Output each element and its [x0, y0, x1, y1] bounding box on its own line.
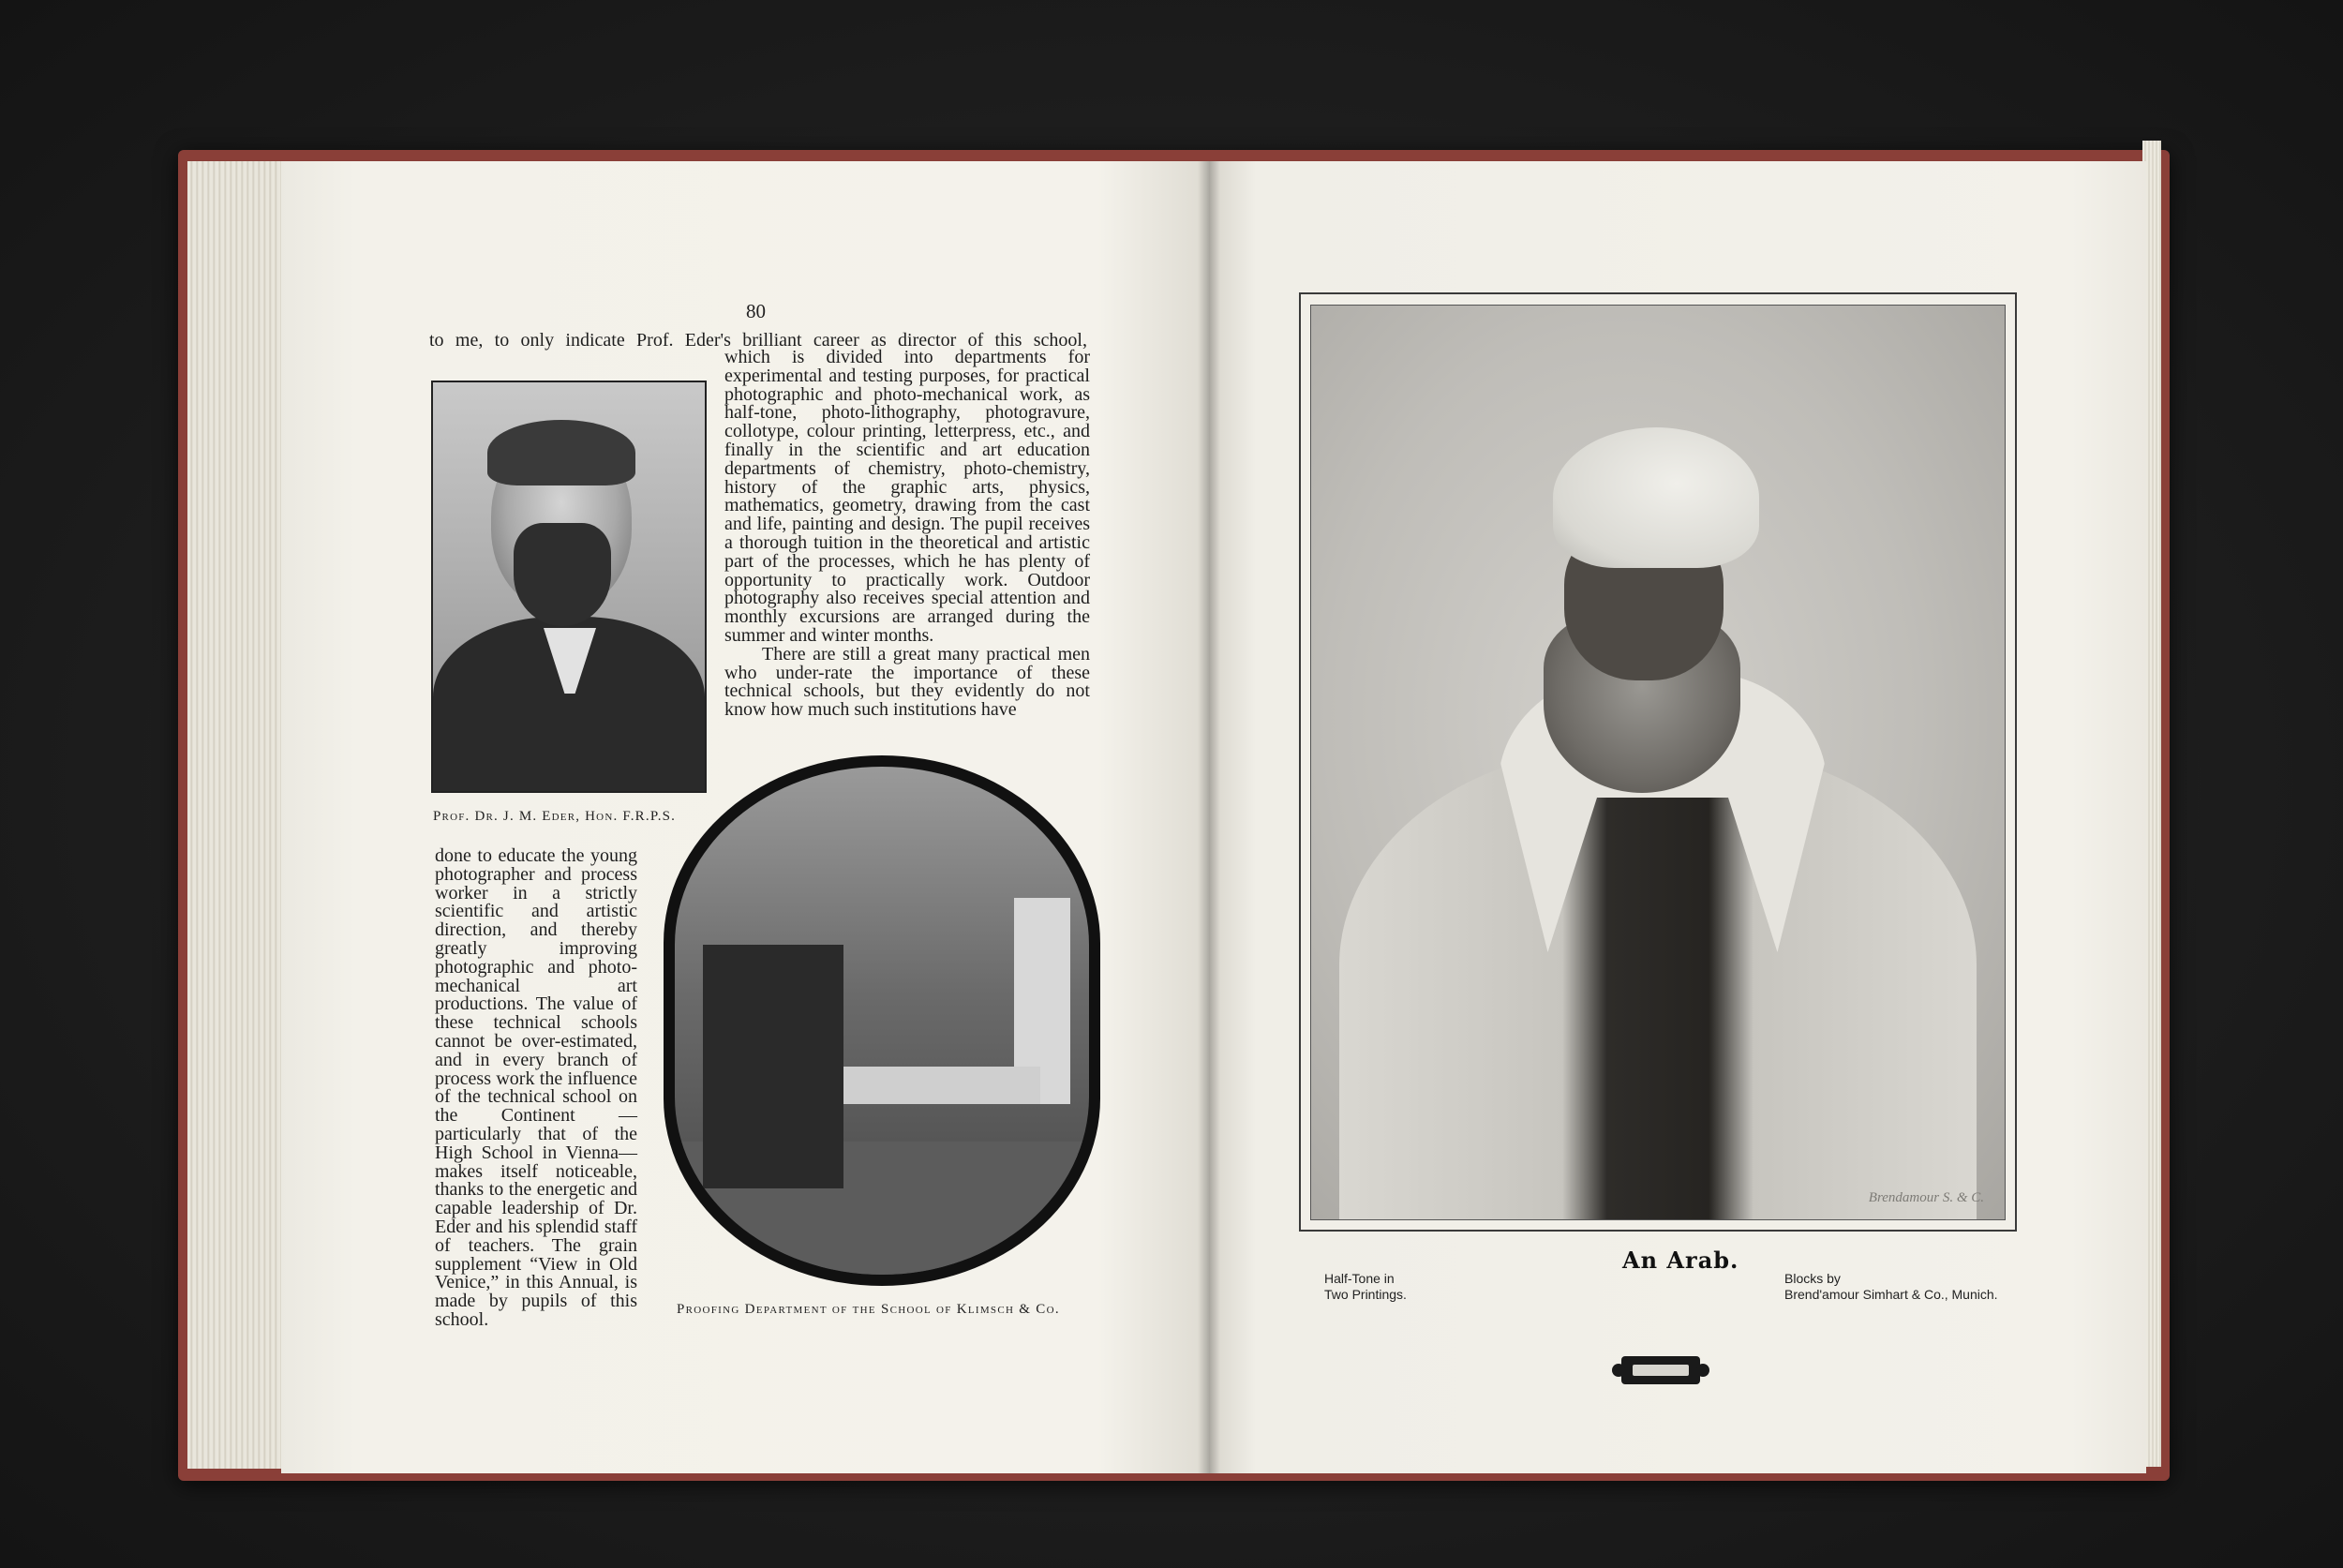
ornament-band: [1633, 1365, 1689, 1376]
plate-signature: Brendamour S. & C.: [1868, 1190, 1984, 1205]
opening-line: to me, to only indicate Prof. Eder's brilliant career as director of this school,: [429, 330, 1087, 351]
proofing-department-photo: [664, 755, 1100, 1286]
workshop-scene: [675, 767, 1089, 1275]
printer-ornament: [1621, 1356, 1700, 1384]
portrait-caption: Prof. Dr. J. M. Eder, Hon. F.R.P.S.: [433, 809, 677, 824]
eder-portrait: [431, 381, 707, 793]
workshop-caption: Proofing Department of the School of Klimsch & Co.: [677, 1302, 1060, 1317]
plate-note-right: [1784, 1271, 1998, 1303]
paragraph-practical-men: There are still a great many practical men who under-rate the importance of these technical schools, but they evidently do not know how much such institutions have: [724, 643, 1090, 721]
right-text-column: [724, 349, 1090, 720]
plate-note-left: [1324, 1271, 1407, 1303]
note-right-line-2: Brend'amour Simhart & Co., Munich.: [1784, 1287, 1998, 1302]
arab-portrait: [1310, 305, 2006, 1220]
portrait-turban: [1553, 427, 1759, 568]
portrait-hair: [487, 420, 635, 485]
lower-text-column: done to educate the young photographer and process worker in a strictly scientific and artistic direction, and thereby greatly improving photographic and photo-mechanical art productions. The value of these technical schools cannot be over-estimated, and in every branch of process work the influence of the technical school on the Continent —particularly that of the High School in Vienna— makes itself noticeable, thanks to the energetic and capable leadership of Dr. Eder and his splendid staff of teachers. The grain supplement “View in Old Venice,” in this Annual, is made by pupils of this school.: [435, 845, 637, 1330]
workshop-table: [834, 1067, 1040, 1104]
portrait-beard: [514, 523, 611, 626]
note-right-line-1: Blocks by: [1784, 1271, 1841, 1286]
plate-title: An Arab.: [1622, 1247, 1739, 1274]
paragraph-departments: which is divided into departments for experimental and testing purposes, for practical photographic and photo-mechanical work, as half-tone, photo-lithography, photogravure, collotype, colour printing, letterpress, etc., and finally in the scientific and art education departments of chemistry, photo-chemistry, history of the graphic arts, physics, mathematics, geometry, drawing from the cast and life, painting and design. The pupil receives a thorough tuition in the theoretical and artistic part of the processes, which he has plenty of opportunity to practically work. Outdoor photography also receives special attention and monthly excursions are arranged during the summer and winter months.: [724, 347, 1090, 646]
note-left-line-1: Half-Tone in: [1324, 1271, 1395, 1286]
book-gutter: [1198, 161, 1220, 1473]
page-edges-left: [187, 161, 291, 1469]
page-number: 80: [746, 300, 766, 322]
printing-press: [703, 945, 843, 1188]
portrait-robe: [1339, 746, 1977, 1220]
note-left-line-2: Two Printings.: [1324, 1287, 1407, 1302]
